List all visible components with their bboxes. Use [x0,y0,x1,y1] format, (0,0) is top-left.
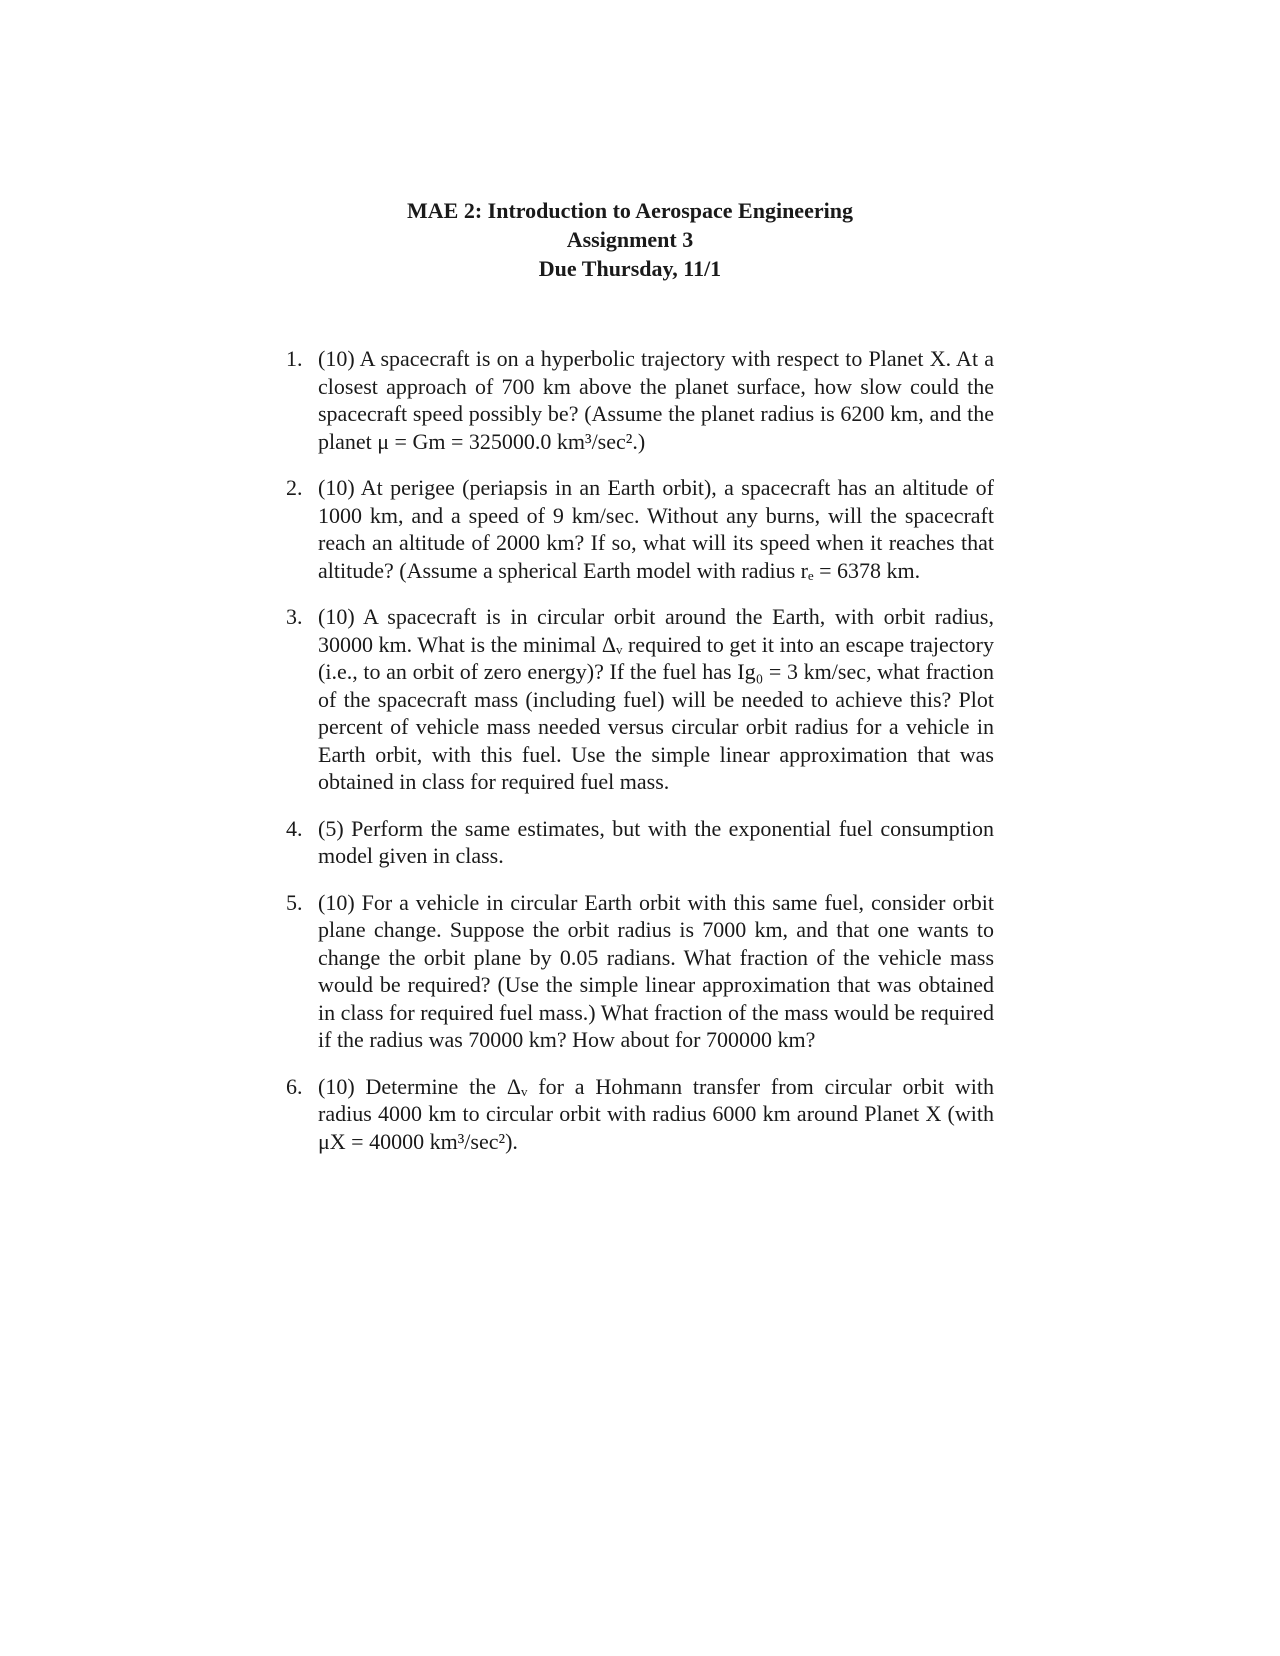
problem-number: 6. [286,1073,303,1099]
problem-number: 2. [286,475,303,500]
problem-item [286,889,994,1054]
problem-number: 3. [286,604,303,629]
problem-number: 4. [286,815,303,841]
problem-text: (10) A spacecraft is on a hyperbolic trajectory with respect to Planet X. At a closest approach of 700 km above the planet surface, how slow could the spacecraft speed possibly be? (Assume the planet radius is 6200 km, and the planet μ = Gm = 325000.0 km³/sec².) [318,346,994,454]
problem-text: (10) A spacecraft is in circular orbit around the Earth, with orbit radius, 30000 km. What is the minimal Δᵥ required to get it into an escape trajectory (i.e., to an orbit of zero energy)? If the fuel has Ig₀ = 3 km/sec, what fraction of the spacecraft mass (including fuel) will be needed to achieve this? Plot percent of vehicle mass needed versus circular orbit radius for a vehicle in Earth orbit, with this fuel. Use the simple linear approximation that was obtained in class for required fuel mass. [318,604,994,794]
problem-list [286,345,994,1174]
problem-item [286,603,994,796]
problem-number: 1. [286,346,303,371]
problem-text: (10) For a vehicle in circular Earth orbit with this same fuel, consider orbit plane change. Suppose the orbit radius is 7000 km, and that one wants to change the orbit plane by 0.05 radians. What fraction of the vehicle mass would be required? (Use the simple linear approximation that was obtained in class for required fuel mass.) What fraction of the mass would be required if the radius was 70000 km? How about for 700000 km? [318,889,994,1052]
document-header [0,196,1260,283]
problem-text: (10) Determine the Δᵥ for a Hohmann transfer from circular orbit with radius 4000 km to circular orbit with radius 6000 km around Planet X (with μX = 40000 km³/sec²). [318,1073,994,1154]
problem-item [286,474,994,584]
problem-text: (5) Perform the same estimates, but with the exponential fuel consumption model given in class. [318,815,994,868]
problem-item [286,815,994,870]
course-title: MAE 2: Introduction to Aerospace Engineering [407,198,853,223]
due-date: Due Thursday, 11/1 [538,256,722,281]
problem-item [286,1073,994,1156]
assignment-title: Assignment 3 [566,227,694,252]
problem-number: 5. [286,889,303,915]
problem-item [286,345,994,455]
problem-text: (10) At perigee (periapsis in an Earth orbit), a spacecraft has an altitude of 1000 km, and a speed of 9 km/sec. Without any burns, will the spacecraft reach an altitude of 2000 km? If so, what will its speed when it reaches that altitude? (Assume a spherical Earth model with radius rₑ = 6378 km. [318,475,994,583]
